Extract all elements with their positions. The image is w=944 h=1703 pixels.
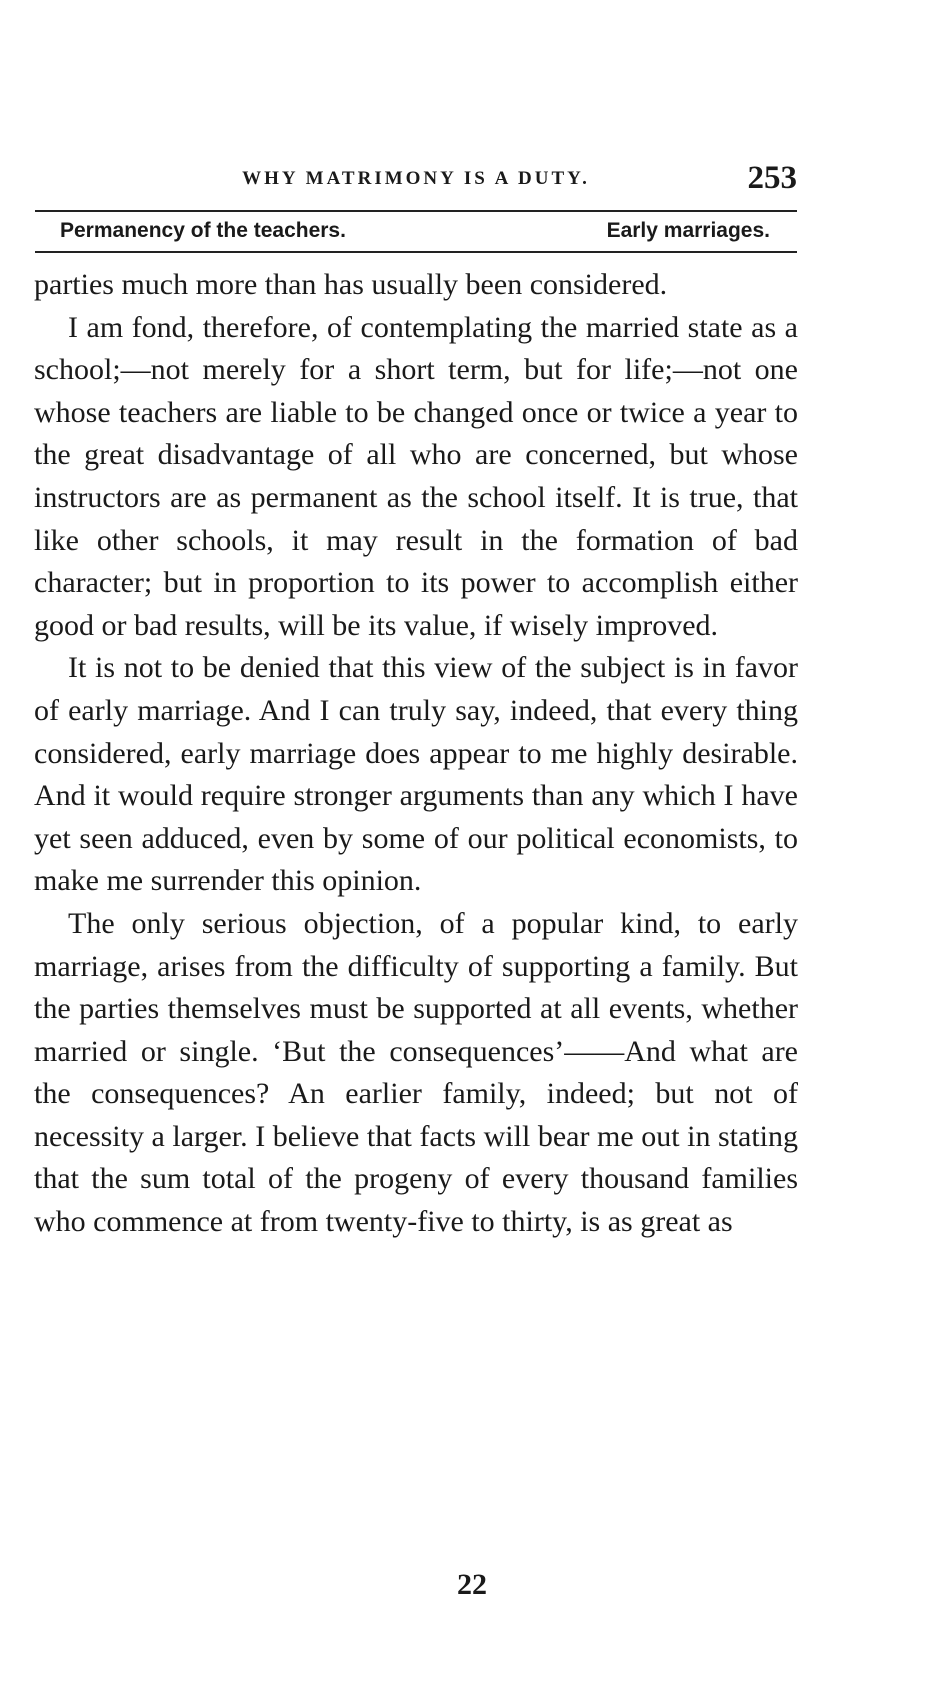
header-rule-bottom — [35, 251, 797, 253]
paragraph-early-marriage: It is not to be denied that this view of the subject is in favor of early marriage. And I can truly say, indeed, that every thing considered, early marriage does appear to me highly desirable. And it would require stronger arguments than any which I have yet seen adduced, even by some of our political economists, to make me surrender this opinion. — [34, 651, 798, 898]
running-title: WHY MATRIMONY IS A DUTY. — [242, 168, 590, 189]
running-head — [35, 160, 797, 200]
paragraph-objection: The only serious objection, of a popular kind, to early marriage, arises from the difficulty of supporting a family. But the parties themselves must be supported at all events, whether married or single. ‘But the consequences’——And what are the consequences? An earlier family, indeed; but not of necessity a larger. I believe that facts will bear me out in stating that the sum total of the progeny of every thousand families who commence at from twenty-five to thirty, is as great as — [34, 906, 798, 1239]
subhead-right: Early marriages. — [606, 219, 770, 242]
header-rule-top — [35, 210, 797, 212]
paragraph-continuation: parties much more than has usually been considered. — [34, 268, 668, 301]
page-number: 253 — [747, 160, 797, 196]
signature-mark: 22 — [457, 1568, 487, 1601]
subhead-left: Permanency of the teachers. — [60, 219, 346, 242]
body-text — [34, 264, 798, 1244]
paragraph-married-state-school: I am fond, therefore, of contemplating the married state as a school;—not merely for a short term, but for life;—not one whose teachers are liable to be changed once or twice a year to the great disadvantage of all who are concerned, but whose instructors are as permanent as the school itself. It is true, that like other schools, it may result in the formation of bad character; but in proportion to its power to accomplish either good or bad results, will be its value, if wisely improved. — [34, 310, 798, 642]
